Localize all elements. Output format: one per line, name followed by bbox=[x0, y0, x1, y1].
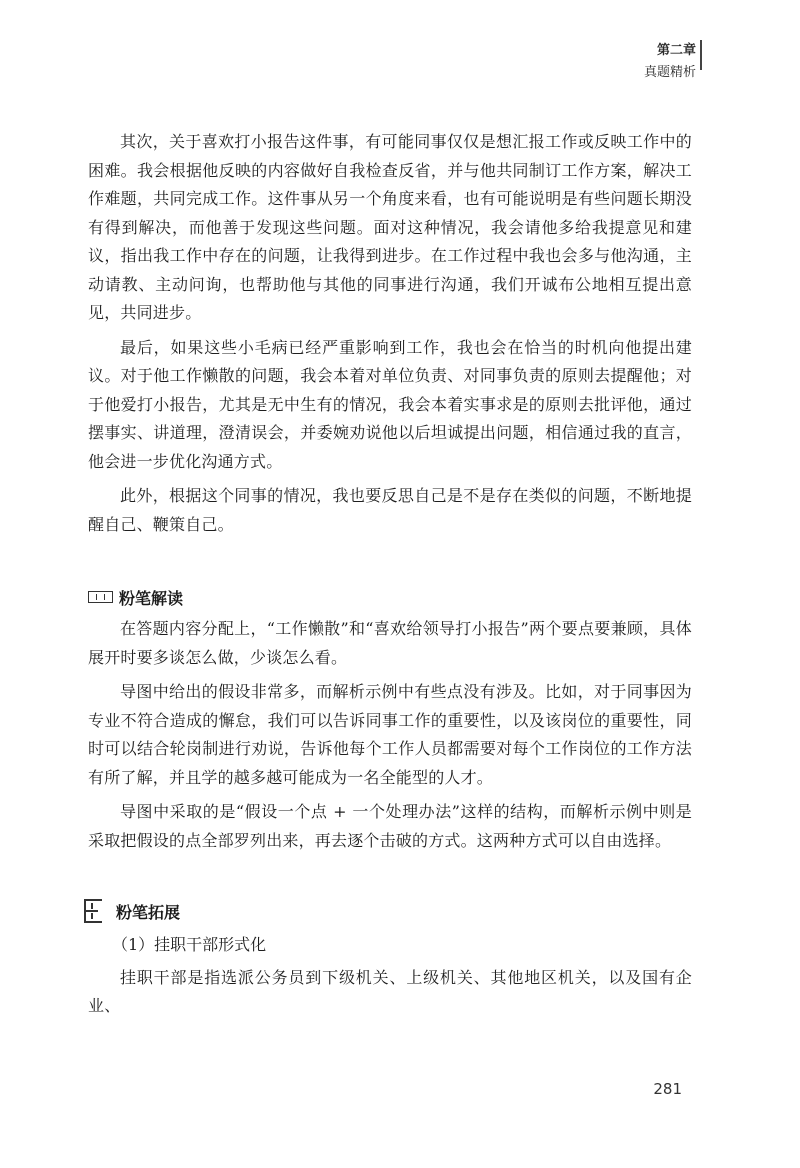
section-title: 粉笔解读 bbox=[119, 588, 184, 608]
section-heading-tuozhan bbox=[88, 897, 692, 925]
header-divider bbox=[700, 40, 702, 70]
reading-note-icon bbox=[88, 591, 113, 603]
page-content bbox=[88, 128, 692, 1021]
running-header bbox=[496, 40, 696, 84]
section-label: 真题精析 bbox=[643, 65, 696, 80]
extension-subheading: （1）挂职干部形式化 bbox=[112, 935, 267, 954]
page-number: 281 bbox=[653, 1080, 682, 1098]
body-paragraph: 其次，关于喜欢打小报告这件事，有可能同事仅仅是想汇报工作或反映工作中的困难。我会根据他反映的内容做好自我检查反省，并与他共同制订工作方案，解决工作难题，共同完成工作。这件事从另一个角度来看，也有可能说明是有些问题长期没有得到解决，而他善于发现这些问题。面对这种情况，我会请他多给我提意见和建议，指出我工作中存在的问题，让我得到进步。在工作过程中我也会多与他沟通，主动请教、主动问询，也帮助他与其他的同事进行沟通，我们开诚布公地相互提出意见，共同进步。 bbox=[88, 132, 692, 322]
section-title: 粉笔拓展 bbox=[116, 902, 181, 922]
jiedu-paragraph: 在答题内容分配上，“工作懒散”和“喜欢给领导打小报告”两个要点要兼顾，具体展开时要多谈怎么做，少谈怎么看。 bbox=[88, 619, 692, 667]
jiedu-paragraph: 导图中采取的是“假设一个点 + 一个处理办法”这样的结构，而解析示例中则是采取把假设的点全部罗列出来，再去逐个击破的方式。这两种方式可以自由选择。 bbox=[88, 802, 692, 850]
jiedu-paragraph: 导图中给出的假设非常多，而解析示例中有些点没有涉及。比如，对于同事因为专业不符合造成的懈怠，我们可以告诉同事工作的重要性，以及该岗位的重要性，同时可以结合轮岗制进行劝说，告诉他每个工作人员都需要对每个工作岗位的工作方法有所了解，并且学的越多越可能成为一名全能型的人才。 bbox=[88, 682, 692, 787]
body-paragraph: 最后，如果这些小毛病已经严重影响到工作，我也会在恰当的时机向他提出建议。对于他工作懒散的问题，我会本着对单位负责、对同事负责的原则去提醒他；对于他爱打小报告，尤其是无中生有的情况，我会本着实事求是的原则去批评他，通过摆事实、讲道理，澄清误会，并委婉劝说他以后坦诚提出问题，相信通过我的直言，他会进一步优化沟通方式。 bbox=[88, 337, 692, 471]
body-paragraph: 此外，根据这个同事的情况，我也要反思自己是不是存在类似的问题，不断地提醒自己、鞭策自己。 bbox=[88, 486, 692, 534]
chapter-label: 第二章 bbox=[656, 43, 696, 58]
extension-paragraph: 挂职干部是指选派公务员到下级机关、上级机关、其他地区机关，以及国有企业、 bbox=[88, 967, 692, 1015]
section-heading-jiedu bbox=[88, 583, 692, 611]
extension-icon bbox=[84, 899, 104, 923]
